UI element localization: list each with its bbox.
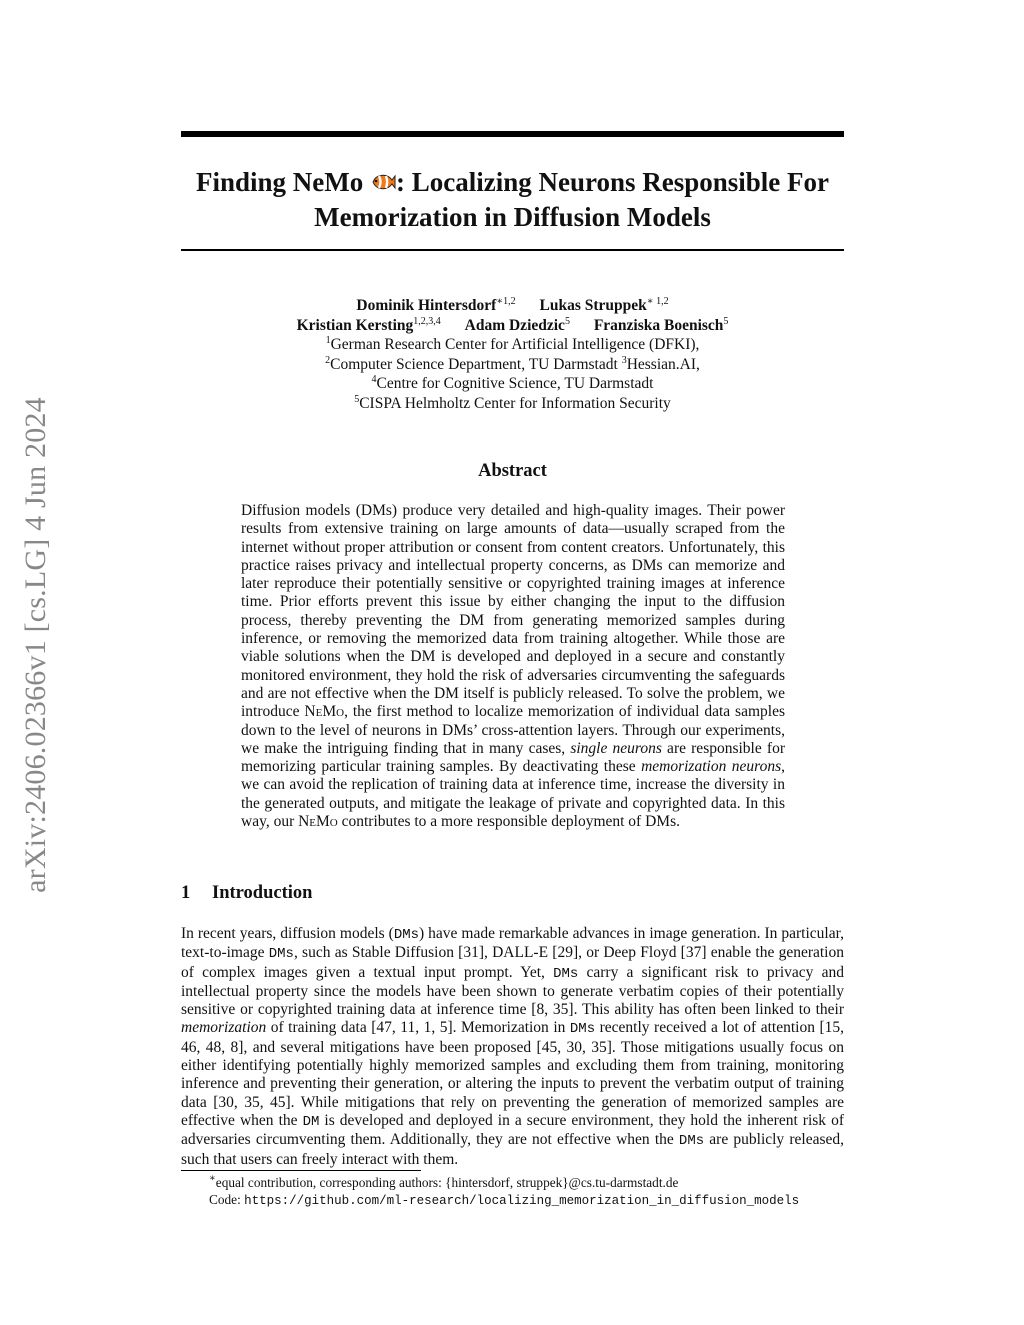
title-bottom-rule — [181, 249, 844, 251]
paper-title: Finding NeMo : Localizing Neurons Responsible For Memorization in Diffusion Models — [181, 166, 844, 234]
footnote: ∗equal contribution, corresponding authors: {hintersdorf, struppek}@cs.tu-darmstadt.de Code: https://github.com/ml-research/localizing_memorization_in_diffusion_models — [209, 1173, 800, 1208]
author-name: Adam Dziedzic — [464, 316, 565, 334]
author-name: Dominik Hintersdorf — [356, 297, 497, 314]
author-name: Franziska Boenisch — [593, 316, 724, 334]
code-link[interactable]: https://github.com/ml-research/localizing_memorization_in_diffusion_models — [244, 1193, 800, 1208]
arxiv-sidebar — [12, 360, 60, 930]
title-top-rule — [181, 131, 844, 137]
affiliation: $^1$German Research Center for Artificial Intelligence (DFKI), — [325, 335, 700, 353]
abstract-heading: Abstract — [478, 461, 547, 481]
author-block: Dominik Hintersdorf$^{∗1,2}$ Lukas Struppek$^{∗ 1,2}$ Kristian Kersting$^{1,2,3,4}$ Adam Dziedzic$^5$ Franziska Boenisch$^5$ $^1$German Research Center for Artificial Intelligence (DFKI), $^2$Computer Science Department, TU Darmstadt $^3$Hessian.AI, $^4$Centre for Cognitive Science, TU Darmstadt $^5$CISPA Helmholtz Center for Information Security — [181, 296, 844, 413]
clownfish-icon — [370, 168, 396, 201]
introduction-body: In recent years, diffusion models (DMs) have made remarkable advances in image generation. In particular, text-to-image DMs, such as Stable Diffusion [31], DALL-E [29], or Deep Floyd [37] enable the generation of complex images given a textual input prompt. Yet, DMs carry a significant risk to privacy and intellectual property since the models have been shown to generate verbatim copies of their potentially sensitive or copyrighted training data at inference time [8, 35]. This ability has often been linked to their memorization of training data [47, 11, 1, 5]. Memorization in DMs recently received a lot of attention [15, 46, 48, 8], and several mitigations have been proposed [45, 30, 35]. Those mitigations usually focus on either identifying potentially highly memorized samples and excluding them from training, monitoring inference and preventing their generation, or altering the inputs to prevent the verbatim output of training data [30, 35, 45]. While mitigations that rely on preventing the generation of memorized samples are effective when the DM is developed and deployed in a secure environment, they hold the inherent risk of adversaries circumventing them. Additionally, they are not effective when the DMs are publicly released, such that users can freely interact with them. — [181, 925, 845, 1168]
affiliation: $^2$Computer Science Department, TU Darmstadt $^3$Hessian.AI, — [325, 354, 700, 373]
affiliation: $^5$CISPA Helmholtz Center for Information Security — [354, 393, 671, 412]
author-name: Lukas Struppek — [539, 297, 647, 314]
affiliation: $^4$Centre for Cognitive Science, TU Darmstadt — [371, 374, 654, 392]
section-heading: 1 Introduction — [181, 883, 313, 903]
arxiv-identifier: arXiv:2406.02366v1 [cs.LG] 4 Jun 2024 — [19, 397, 52, 893]
abstract-body: Diffusion models (DMs) produce very detailed and high-quality images. Their power results from extensive training on large amounts of data—usually scraped from the internet without proper attribution or consent from content creators. Unfortunately, this practice raises privacy and intellectual property concerns, as DMs can memorize and later reproduce their potentially sensitive or copyrighted training images at inference time. Prior efforts prevent this issue by either changing the input to the diffusion process, thereby preventing the DM from generating memorized samples during inference, or removing the memorized data from training altogether. While those are viable solutions when the DM is developed and deployed in a secure and constantly monitored environment, they hold the risk of adversaries circumventing the safeguards and are not effective when the DM itself is publicly released. To solve the problem, we introduce NeMo, the first method to localize memorization of individual data samples down to the level of neurons in DMs’ cross-attention layers. Through our experiments, we make the intriguing finding that in many cases, single neurons are responsible for memorizing particular training samples. By deactivating these memorization neurons, we can avoid the replication of training data at inference time, increase the diversity in the generated outputs, and mitigate the leakage of private and copyrighted data. In this way, our NeMo contributes to a more responsible deployment of DMs. — [241, 502, 785, 831]
title-line-2: Memorization in Diffusion Models — [314, 202, 711, 232]
footnote-rule — [181, 1170, 421, 1171]
author-name: Kristian Kersting — [296, 316, 414, 334]
